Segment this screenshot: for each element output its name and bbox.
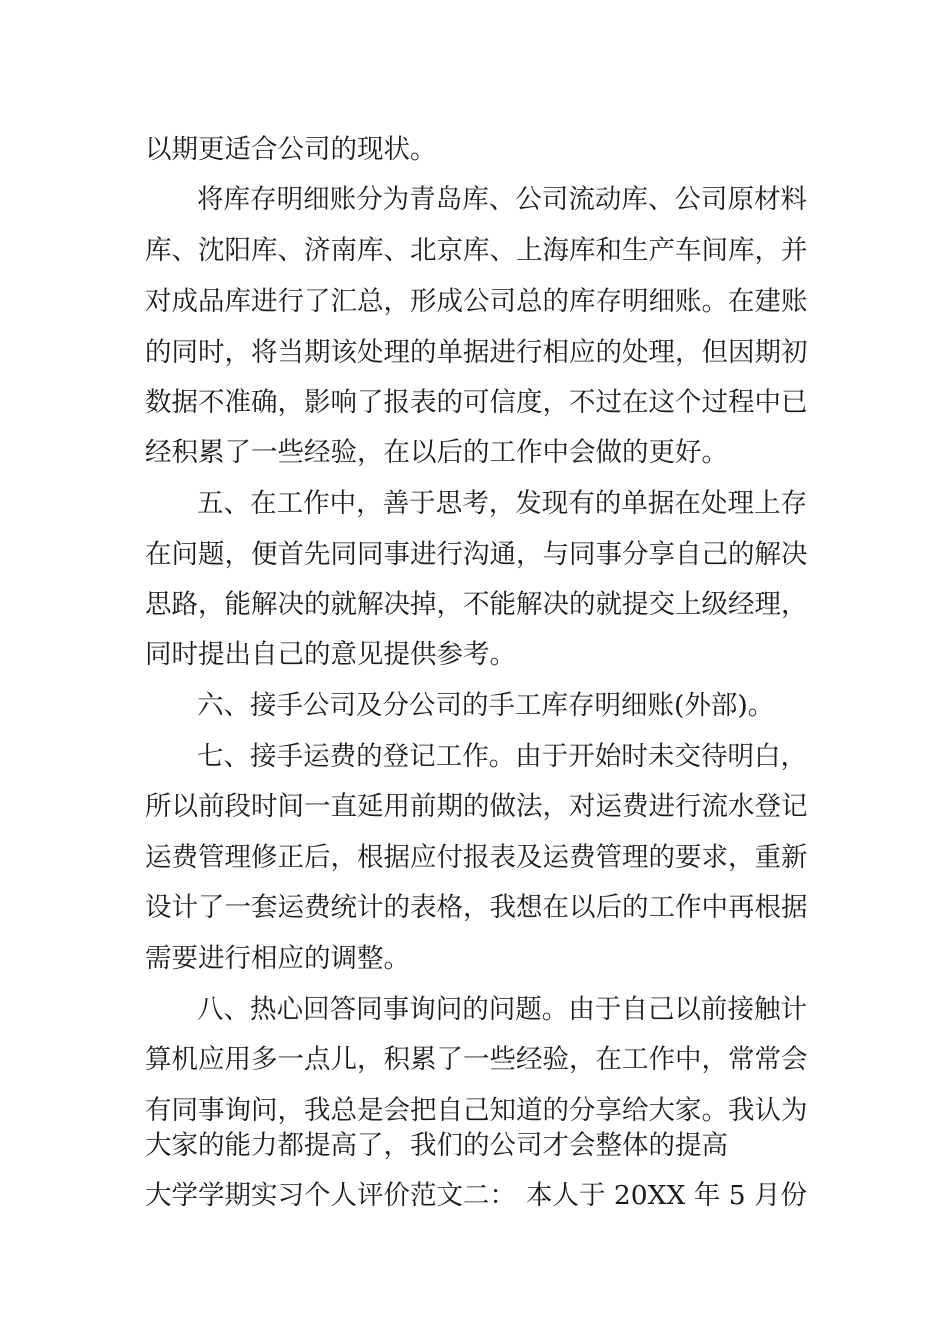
paragraph-line: 八、热心回答同事询问的问题。由于自己以前接触计: [197, 994, 807, 1025]
paragraph-line: 七、接手运费的登记工作。由于开始时未交待明白，: [197, 741, 807, 772]
paragraph-line: 思路，能解决的就解决掉，不能解决的就提交上级经理，: [145, 589, 807, 620]
paragraph-line: 六、接手公司及分公司的手工库存明细账(外部)。: [197, 690, 775, 721]
paragraph-line: 的同时，将当期该处理的单据进行相应的处理，但因期初: [145, 337, 807, 368]
paragraph-line: 将库存明细账分为青岛库、公司流动库、公司原材料: [197, 184, 807, 215]
paragraph-line: 数据不准确，影响了报表的可信度，不过在这个过程中已: [145, 387, 807, 418]
paragraph-line: 在问题，便首先同同事进行沟通，与同事分享自己的解决: [145, 539, 807, 570]
paragraph-line: 运费管理修正后，根据应付报表及运费管理的要求，重新: [145, 842, 807, 873]
paragraph-line: 设计了一套运费统计的表格，我想在以后的工作中再根据: [145, 892, 807, 923]
paragraph-line: 经积累了一些经验，在以后的工作中会做的更好。: [145, 437, 728, 468]
paragraph-line: 大家的能力都提高了，我们的公司才会整体的提高: [145, 1130, 728, 1161]
paragraph-line: 以期更适合公司的现状。: [145, 134, 437, 165]
paragraph-line: 算机应用多一点儿，积累了一些经验，在工作中，常常会: [145, 1044, 807, 1075]
paragraph-line: 五、在工作中，善于思考，发现有的单据在处理上存: [197, 488, 807, 519]
section-intro-text: 本人于 20XX 年 5 月份: [525, 1180, 807, 1211]
section-heading: 大学学期实习个人评价范文二：: [145, 1180, 516, 1211]
paragraph-line: 有同事询问，我总是会把自己知道的分享给大家。我认为: [145, 1095, 807, 1126]
paragraph-line: 同时提出自己的意见提供参考。: [145, 639, 516, 670]
paragraph-line: 库、沈阳库、济南库、北京库、上海库和生产车间库，并: [145, 235, 807, 266]
paragraph-line: 需要进行相应的调整。: [145, 943, 410, 974]
paragraph-line: 所以前段时间一直延用前期的做法，对运费进行流水登记: [145, 791, 807, 822]
paragraph-line: 对成品库进行了汇总，形成公司总的库存明细账。在建账: [145, 286, 807, 317]
